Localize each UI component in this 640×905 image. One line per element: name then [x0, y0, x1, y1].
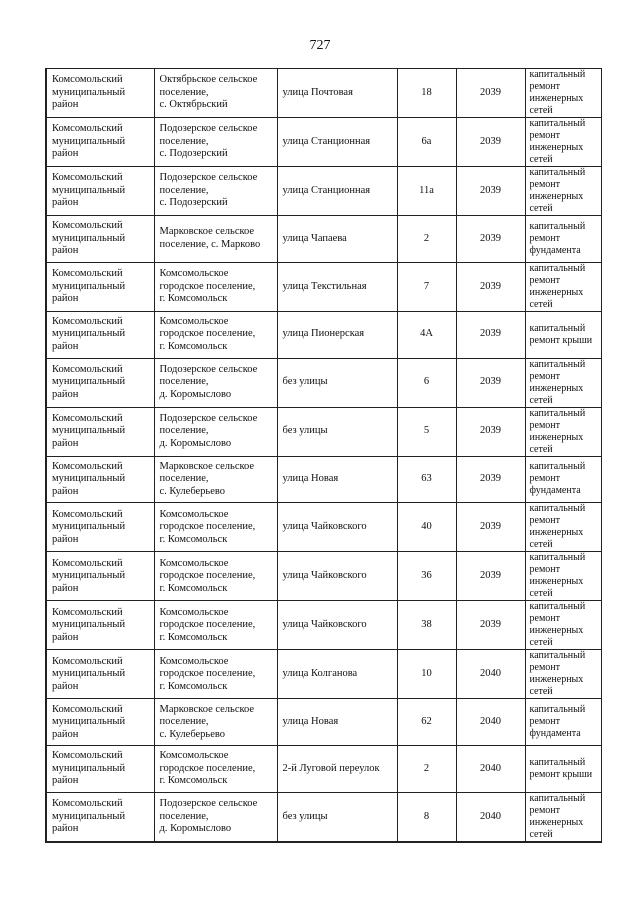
year-cell: 2039 [456, 216, 525, 263]
table-row [46, 601, 601, 650]
settlement-cell: Комсомольское городское поселение, г. Комсомольск [154, 311, 277, 358]
table-row [46, 262, 601, 311]
work-type-cell: капитальный ремонт крыши [525, 746, 601, 793]
district-cell: Комсомольский муниципальный район [46, 262, 154, 311]
table-row [46, 746, 601, 793]
settlement-cell: Комсомольское городское поселение, г. Комсомольск [154, 746, 277, 793]
work-type-cell: капитальный ремонт крыши [525, 311, 601, 358]
house-number-cell: 36 [397, 552, 456, 601]
settlement-cell: Подозерское сельское поселение, с. Подозерский [154, 167, 277, 216]
work-type-cell: капитальный ремонт инженерных сетей [525, 407, 601, 456]
year-cell: 2039 [456, 311, 525, 358]
year-cell: 2040 [456, 746, 525, 793]
street-cell: улица Пионерская [277, 311, 397, 358]
table-row [46, 552, 601, 601]
year-cell: 2039 [456, 456, 525, 503]
district-cell: Комсомольский муниципальный район [46, 650, 154, 699]
table-row [46, 503, 601, 552]
table-row [46, 358, 601, 407]
street-cell: улица Почтовая [277, 69, 397, 118]
district-cell: Комсомольский муниципальный район [46, 311, 154, 358]
table-row [46, 792, 601, 842]
district-cell: Комсомольский муниципальный район [46, 699, 154, 746]
district-cell: Комсомольский муниципальный район [46, 358, 154, 407]
street-cell: улица Чайковского [277, 503, 397, 552]
table-row [46, 216, 601, 263]
year-cell: 2039 [456, 358, 525, 407]
table-row [46, 311, 601, 358]
street-cell: без улицы [277, 407, 397, 456]
house-number-cell: 6 [397, 358, 456, 407]
table-row [46, 69, 601, 118]
table-row [46, 118, 601, 167]
work-type-cell: капитальный ремонт инженерных сетей [525, 552, 601, 601]
street-cell: улица Станционная [277, 118, 397, 167]
district-cell: Комсомольский муниципальный район [46, 118, 154, 167]
district-cell: Комсомольский муниципальный район [46, 503, 154, 552]
page-number: 727 [309, 38, 331, 53]
settlement-cell: Комсомольское городское поселение, г. Комсомольск [154, 262, 277, 311]
district-cell: Комсомольский муниципальный район [46, 216, 154, 263]
work-type-cell: капитальный ремонт инженерных сетей [525, 358, 601, 407]
street-cell: улица Колганова [277, 650, 397, 699]
year-cell: 2039 [456, 407, 525, 456]
year-cell: 2039 [456, 262, 525, 311]
house-number-cell: 2 [397, 746, 456, 793]
house-number-cell: 38 [397, 601, 456, 650]
settlement-cell: Комсомольское городское поселение, г. Комсомольск [154, 601, 277, 650]
work-type-cell: капитальный ремонт инженерных сетей [525, 167, 601, 216]
year-cell: 2040 [456, 792, 525, 842]
table-row [46, 456, 601, 503]
table-row [46, 650, 601, 699]
district-cell: Комсомольский муниципальный район [46, 746, 154, 793]
street-cell: улица Новая [277, 456, 397, 503]
district-cell: Комсомольский муниципальный район [46, 552, 154, 601]
settlement-cell: Подозерское сельское поселение, с. Подозерский [154, 118, 277, 167]
house-number-cell: 10 [397, 650, 456, 699]
year-cell: 2039 [456, 601, 525, 650]
district-cell: Комсомольский муниципальный район [46, 792, 154, 842]
table-row [46, 167, 601, 216]
table-body [46, 69, 601, 842]
street-cell: улица Чапаева [277, 216, 397, 263]
district-cell: Комсомольский муниципальный район [46, 407, 154, 456]
house-number-cell: 4А [397, 311, 456, 358]
street-cell: 2-й Луговой переулок [277, 746, 397, 793]
year-cell: 2039 [456, 503, 525, 552]
year-cell: 2039 [456, 167, 525, 216]
house-number-cell: 5 [397, 407, 456, 456]
work-type-cell: капитальный ремонт инженерных сетей [525, 650, 601, 699]
house-number-cell: 62 [397, 699, 456, 746]
work-type-cell: капитальный ремонт инженерных сетей [525, 69, 601, 118]
year-cell: 2040 [456, 650, 525, 699]
settlement-cell: Комсомольское городское поселение, г. Комсомольск [154, 552, 277, 601]
work-type-cell: капитальный ремонт инженерных сетей [525, 503, 601, 552]
work-type-cell: капитальный ремонт фундамента [525, 216, 601, 263]
house-number-cell: 8 [397, 792, 456, 842]
work-type-cell: капитальный ремонт фундамента [525, 699, 601, 746]
work-type-cell: капитальный ремонт инженерных сетей [525, 601, 601, 650]
settlement-cell: Марковское сельское поселение, с. Марково [154, 216, 277, 263]
house-number-cell: 11а [397, 167, 456, 216]
work-type-cell: капитальный ремонт фундамента [525, 456, 601, 503]
settlement-cell: Комсомольское городское поселение, г. Комсомольск [154, 650, 277, 699]
street-cell: улица Чайковского [277, 552, 397, 601]
district-cell: Комсомольский муниципальный район [46, 601, 154, 650]
house-number-cell: 6а [397, 118, 456, 167]
house-number-cell: 7 [397, 262, 456, 311]
table-row [46, 699, 601, 746]
district-cell: Комсомольский муниципальный район [46, 69, 154, 118]
district-cell: Комсомольский муниципальный район [46, 456, 154, 503]
year-cell: 2040 [456, 699, 525, 746]
street-cell: улица Новая [277, 699, 397, 746]
settlement-cell: Подозерское сельское поселение, д. Коромыслово [154, 407, 277, 456]
street-cell: улица Чайковского [277, 601, 397, 650]
district-cell: Комсомольский муниципальный район [46, 167, 154, 216]
table-row [46, 407, 601, 456]
housing-repair-table [45, 68, 602, 843]
settlement-cell: Подозерское сельское поселение, д. Коромыслово [154, 792, 277, 842]
street-cell: без улицы [277, 358, 397, 407]
work-type-cell: капитальный ремонт инженерных сетей [525, 118, 601, 167]
street-cell: без улицы [277, 792, 397, 842]
year-cell: 2039 [456, 552, 525, 601]
street-cell: улица Станционная [277, 167, 397, 216]
settlement-cell: Октябрьское сельское поселение, с. Октябрьский [154, 69, 277, 118]
work-type-cell: капитальный ремонт инженерных сетей [525, 792, 601, 842]
settlement-cell: Подозерское сельское поселение, д. Коромыслово [154, 358, 277, 407]
settlement-cell: Марковское сельское поселение, с. Кулеберьево [154, 456, 277, 503]
settlement-cell: Комсомольское городское поселение, г. Комсомольск [154, 503, 277, 552]
street-cell: улица Текстильная [277, 262, 397, 311]
house-number-cell: 18 [397, 69, 456, 118]
house-number-cell: 2 [397, 216, 456, 263]
year-cell: 2039 [456, 118, 525, 167]
house-number-cell: 40 [397, 503, 456, 552]
year-cell: 2039 [456, 69, 525, 118]
settlement-cell: Марковское сельское поселение, с. Кулеберьево [154, 699, 277, 746]
house-number-cell: 63 [397, 456, 456, 503]
work-type-cell: капитальный ремонт инженерных сетей [525, 262, 601, 311]
